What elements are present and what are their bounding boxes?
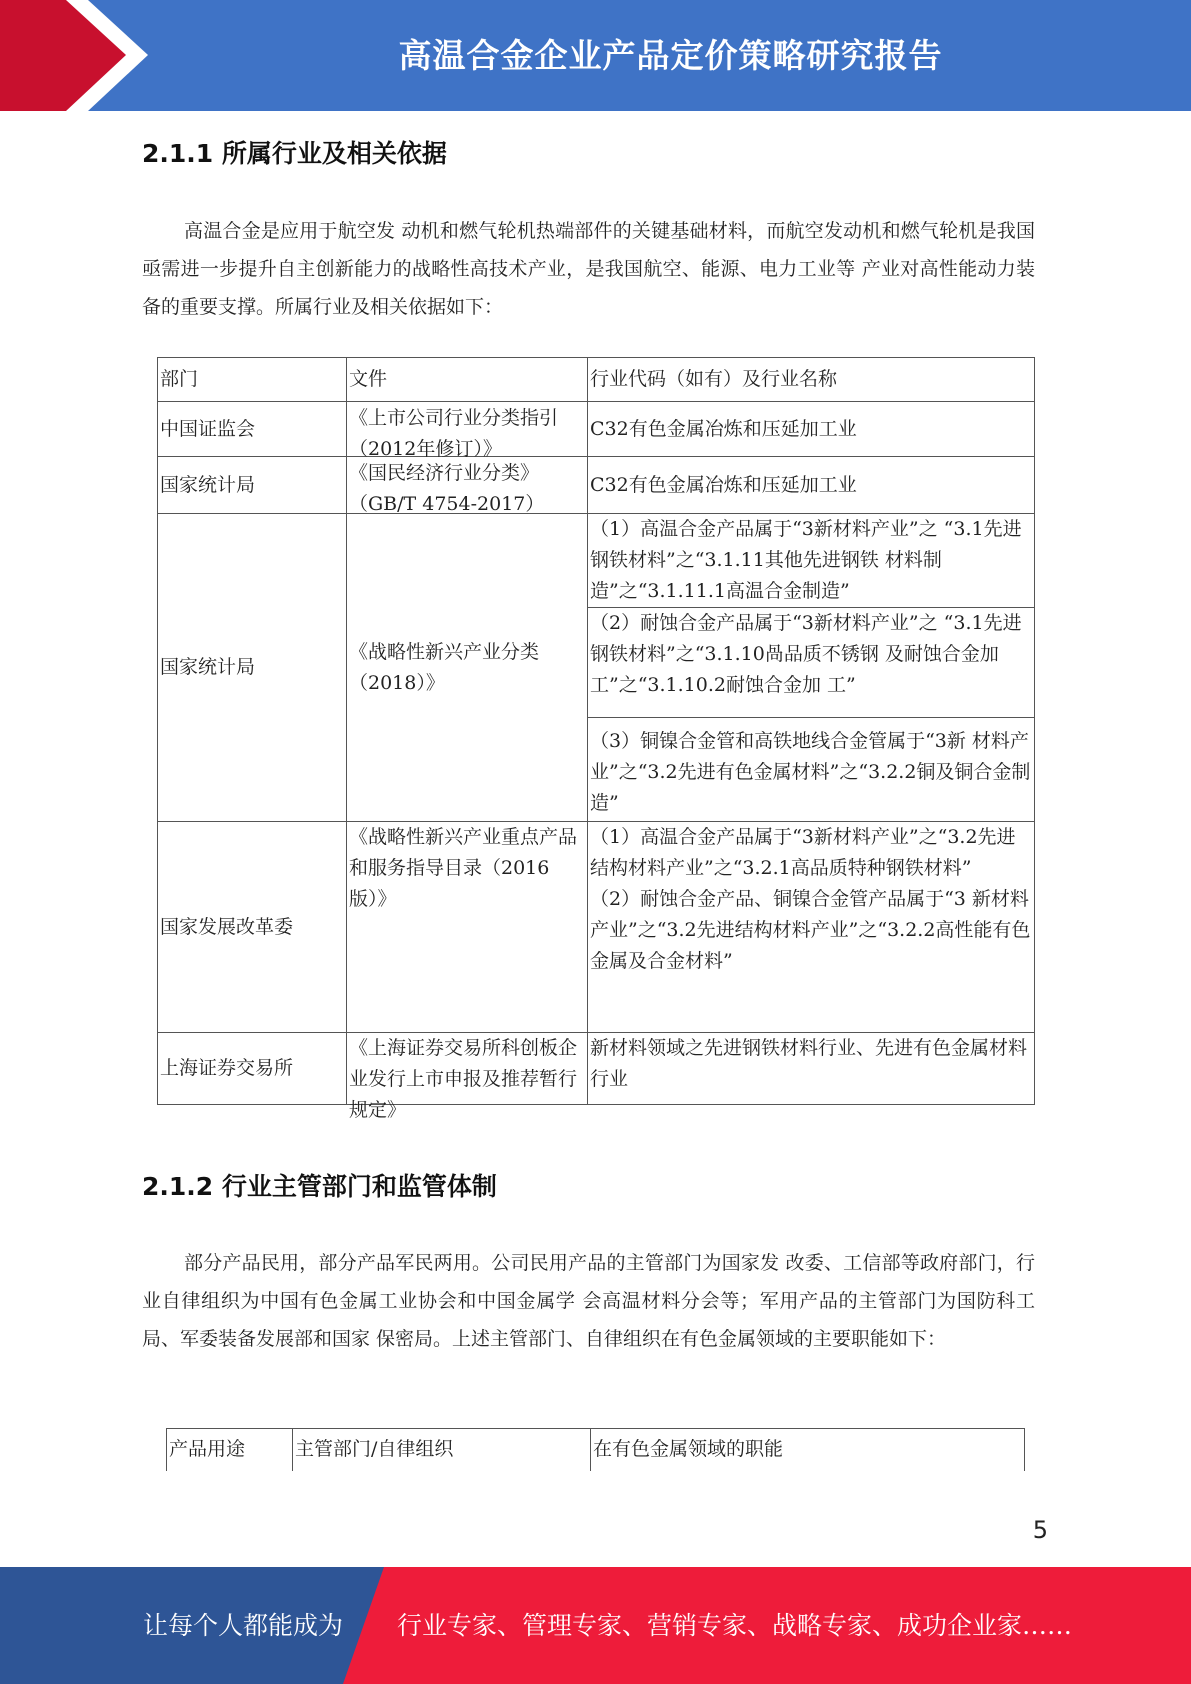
section-heading-2-1-2: 2.1.2 行业主管部门和监管体制 (142, 1172, 497, 1201)
code-cell: （1）高温合金产品属于“3新材料产业”之 “3.1先进钢铁材料”之“3.1.11其他先进钢铁 材料制造”之“3.1.11.1高温合金制造” (588, 514, 1035, 608)
doc-cell: 《战略性新兴产业分类（2018）》 (347, 514, 588, 822)
regulatory-table (166, 1428, 1025, 1471)
table-header-row (167, 1429, 1025, 1471)
table-row (158, 402, 1035, 457)
page-number: 5 (1032, 1516, 1048, 1544)
doc-text: 《上海证券交易所科创板企业发行上市申报及推荐暂行规定》 (349, 1037, 578, 1121)
dept-cell: 国家统计局 (158, 457, 347, 514)
code-cell: （3）铜镍合金管和高铁地线合金管属于“3新 材料产业”之“3.2先进有色金属材料”之“3.2.2铜及铜合金制造” (588, 718, 1035, 822)
code-cell: 新材料领域之先进钢铁材料行业、先进有色金属材料行业 (588, 1033, 1035, 1105)
doc-cell (347, 457, 588, 514)
table-header-cell: 主管部门/自律组织 (293, 1429, 591, 1471)
dept-cell: 上海证券交易所 (158, 1033, 347, 1105)
table-header-cell: 行业代码（如有）及行业名称 (588, 358, 1035, 402)
code-cell (588, 822, 1035, 1033)
header-arrow-decoration (0, 0, 160, 111)
doc-cell (347, 1033, 588, 1121)
table-header-row (158, 358, 1035, 402)
table-header-cell: 文件 (347, 358, 588, 402)
code-item: （2）耐蚀合金产品、铜镍合金管产品属于“3 新材料产业”之“3.2先进结构材料产业”之“3.2.2高性能有色金属及合金材料” (590, 888, 1031, 972)
table-row (158, 457, 1035, 514)
page-header (0, 0, 1191, 111)
doc-text: 《国民经济行业分类》（GB/T 4754-2017） (349, 461, 545, 515)
table-header-cell: 部门 (158, 358, 347, 402)
table-header-cell: 产品用途 (167, 1429, 293, 1471)
footer-slogan-left: 让每个人都能成为 (143, 1611, 344, 1640)
table-row (158, 822, 1035, 1033)
section-heading-2-1-1: 2.1.1 所属行业及相关依据 (142, 139, 447, 168)
table-row (158, 514, 1035, 608)
code-cell: C32有色金属冶炼和压延加工业 (588, 457, 1035, 514)
code-cell: （2）耐蚀合金产品属于“3新材料产业”之 “3.1先进钢铁材料”之“3.1.10咼品质不锈钢 及耐蚀合金加工”之“3.1.10.2耐蚀合金加 工” (588, 608, 1035, 718)
dept-cell: 国家发展改革委 (158, 822, 347, 1033)
doc-cell (347, 402, 588, 460)
doc-text: 《上市公司行业分类指引（2012年修订）》 (349, 406, 559, 460)
section1-paragraph: 高温合金是应用于航空发 动机和燃气轮机热端部件的关键基础材料，而航空发动机和燃气轮机是我国亟需进一步提升自主创新能力的战略性高技术产业，是我国航空、能源、电力工业等 产业对高性能动力装备的重要支撑。所属行业及相关依据如下： (142, 220, 1035, 318)
industry-classification-table (157, 357, 1035, 1121)
report-title: 高温合金企业产品定价策略研究报告 (398, 36, 943, 75)
page-footer (0, 1567, 1191, 1684)
table-row (158, 1033, 1035, 1105)
section2-paragraph: 部分产品民用，部分产品军民两用。公司民用产品的主管部门为国家发 改委、工信部等政府部门，行业自律组织为中国有色金属工业协会和中国金属学 会高温材料分会等；军用产品的主管部门为国防科工局、军委装备发展部和国家 保密局。上述主管部门、自律组织在有色金属领域的主要职能如下： (142, 1252, 1035, 1350)
doc-cell: 《战略性新兴产业重点产品和服务指导目录（2016版）》 (347, 822, 588, 1033)
code-cell: C32有色金属冶炼和压延加工业 (588, 402, 1035, 457)
dept-cell: 国家统计局 (158, 514, 347, 822)
dept-cell: 中国证监会 (158, 402, 347, 457)
code-item: （1）高温合金产品属于“3新材料产业”之“3.2先进结构材料产业”之“3.2.1高品质特种钢铁材料” (590, 826, 1016, 879)
table-header-cell: 在有色金属领域的职能 (591, 1429, 1025, 1471)
footer-slogan-right: 行业专家、管理专家、营销专家、战略专家、成功企业家…… (397, 1611, 1073, 1640)
